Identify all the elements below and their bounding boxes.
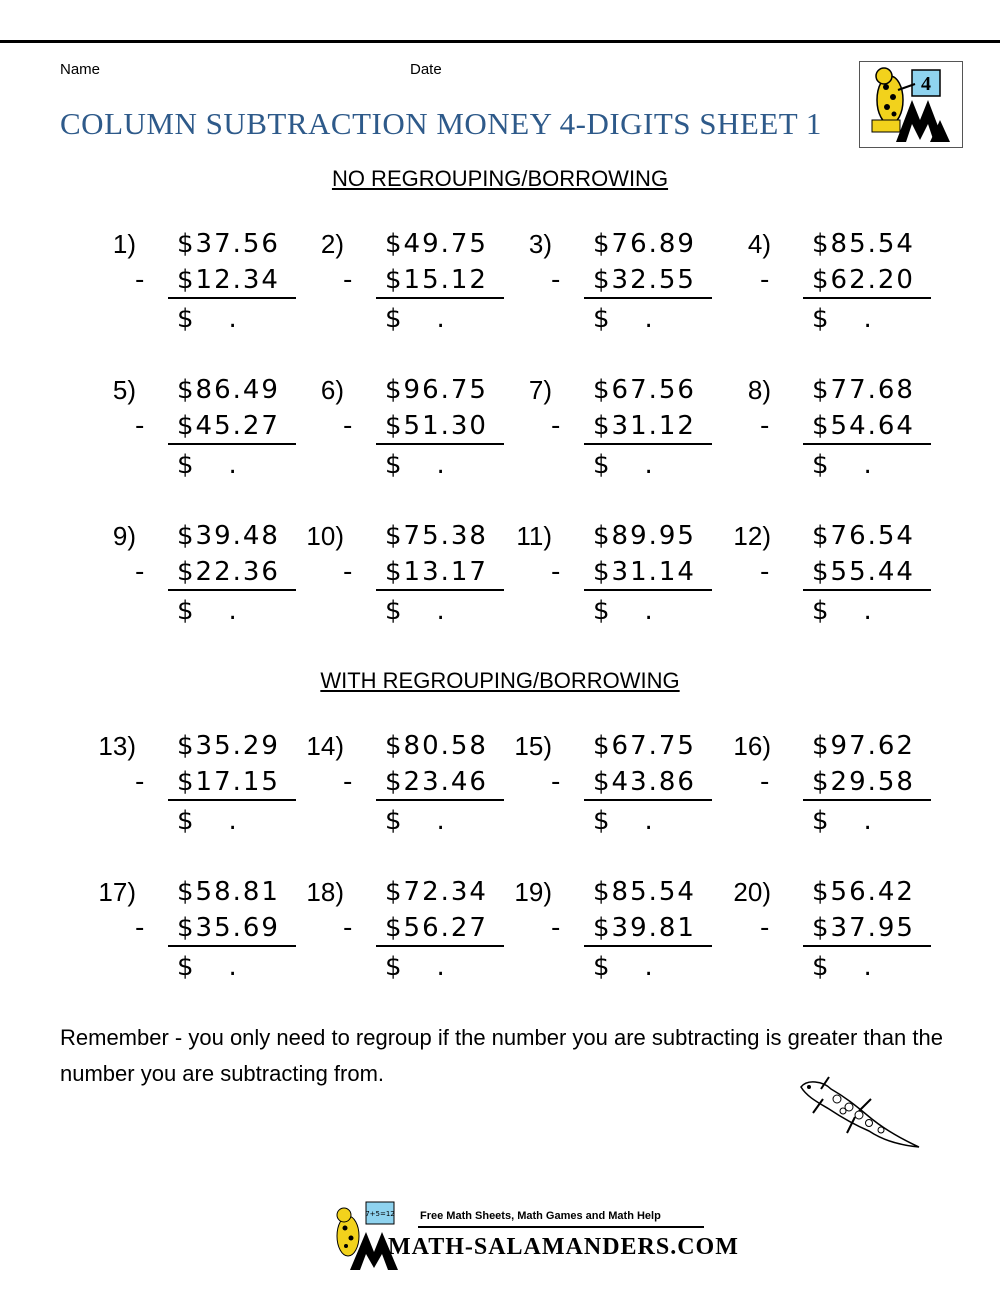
minus-sign: - — [760, 913, 770, 943]
answer-blank[interactable] — [812, 303, 872, 335]
answer-dollar: $ — [812, 304, 829, 334]
minuend: $77.68 — [812, 375, 915, 405]
subtrahend: $55.44 — [812, 557, 915, 587]
top-rule — [0, 40, 1000, 43]
problem-number: 4) — [747, 229, 771, 259]
answer-dollar: $ — [812, 596, 829, 626]
problem-number: 20) — [733, 877, 771, 907]
answer-point: . — [644, 596, 653, 626]
answer-dollar: $ — [177, 450, 194, 480]
answer-point: . — [436, 596, 445, 626]
answer-dollar: $ — [177, 304, 194, 334]
salamander-teacher-icon — [860, 62, 962, 147]
subtrahend: $51.30 — [385, 411, 488, 441]
salamander-icon — [793, 1075, 923, 1155]
answer-dollar: $ — [593, 304, 610, 334]
date-label: Date — [410, 61, 442, 78]
answer-point: . — [228, 806, 237, 836]
minus-sign: - — [760, 411, 770, 441]
minuend: $37.56 — [177, 229, 280, 259]
problem-15 — [436, 730, 696, 840]
problem-number: 2) — [320, 229, 344, 259]
minus-sign: - — [343, 557, 353, 587]
minus-sign: - — [760, 265, 770, 295]
minuend: $76.54 — [812, 521, 915, 551]
minus-sign: - — [135, 557, 145, 587]
answer-point: . — [644, 806, 653, 836]
subtrahend: $45.27 — [177, 411, 280, 441]
footer-tagline: Free Math Sheets, Math Games and Math Help — [420, 1210, 661, 1222]
footer-logo — [326, 1200, 739, 1272]
grade-number: 4 — [921, 73, 931, 95]
answer-point: . — [436, 952, 445, 982]
answer-dollar: $ — [593, 806, 610, 836]
problem-number: 10) — [306, 521, 344, 551]
minus-sign: - — [343, 913, 353, 943]
problem-number: 3) — [528, 229, 552, 259]
answer-dollar: $ — [812, 952, 829, 982]
minus-sign: - — [760, 557, 770, 587]
answer-blank[interactable] — [593, 951, 653, 983]
minus-sign: - — [343, 767, 353, 797]
subtrahend: $22.36 — [177, 557, 280, 587]
subtrahend: $23.46 — [385, 767, 488, 797]
problem-19 — [436, 876, 696, 986]
answer-point: . — [863, 450, 872, 480]
answer-dollar: $ — [812, 806, 829, 836]
subtrahend: $13.17 — [385, 557, 488, 587]
answer-blank[interactable] — [812, 951, 872, 983]
problem-18 — [228, 876, 488, 986]
problem-16 — [655, 730, 915, 840]
problem-14 — [228, 730, 488, 840]
problem-number: 9) — [112, 521, 136, 551]
section-heading-with-regrouping: WITH REGROUPING/BORROWING — [320, 668, 680, 693]
answer-line — [803, 297, 931, 299]
problem-17 — [20, 876, 280, 986]
minuend: $89.95 — [593, 521, 696, 551]
answer-point: . — [228, 952, 237, 982]
answer-point: . — [644, 450, 653, 480]
subtrahend: $62.20 — [812, 265, 915, 295]
subtrahend: $35.69 — [177, 913, 280, 943]
subtrahend: $54.64 — [812, 411, 915, 441]
minuend: $86.49 — [177, 375, 280, 405]
answer-line — [803, 589, 931, 591]
problem-number: 12) — [733, 521, 771, 551]
answer-dollar: $ — [593, 952, 610, 982]
problem-number: 1) — [112, 229, 136, 259]
answer-dollar: $ — [177, 806, 194, 836]
minus-sign: - — [551, 913, 561, 943]
subtrahend: $12.34 — [177, 265, 280, 295]
subtrahend: $29.58 — [812, 767, 915, 797]
answer-dollar: $ — [385, 450, 402, 480]
minus-sign: - — [343, 411, 353, 441]
subtrahend: $15.12 — [385, 265, 488, 295]
answer-dollar: $ — [385, 952, 402, 982]
answer-point: . — [228, 596, 237, 626]
answer-dollar: $ — [385, 806, 402, 836]
answer-blank[interactable] — [593, 595, 653, 627]
minuend: $96.75 — [385, 375, 488, 405]
minuend: $75.38 — [385, 521, 488, 551]
problem-number: 18) — [306, 877, 344, 907]
answer-dollar: $ — [177, 596, 194, 626]
problem-7 — [436, 374, 696, 484]
minuend: $56.42 — [812, 877, 915, 907]
minus-sign: - — [551, 557, 561, 587]
regroup-reminder: Remember - you only need to regroup if the number you are subtracting is greater than the number you are subtracting from. — [60, 1025, 943, 1086]
answer-blank[interactable] — [593, 303, 653, 335]
footer-divider — [418, 1226, 704, 1228]
problem-6 — [228, 374, 488, 484]
answer-point: . — [436, 806, 445, 836]
answer-dollar: $ — [812, 450, 829, 480]
answer-line — [803, 443, 931, 445]
problem-number: 15) — [514, 731, 552, 761]
problem-9 — [20, 520, 280, 630]
minuend: $67.75 — [593, 731, 696, 761]
problem-number: 19) — [514, 877, 552, 907]
answer-point: . — [228, 304, 237, 334]
problem-number: 13) — [98, 731, 136, 761]
answer-line — [803, 799, 931, 801]
answer-dollar: $ — [593, 450, 610, 480]
minuend: $97.62 — [812, 731, 915, 761]
answer-dollar: $ — [177, 952, 194, 982]
subtrahend: $39.81 — [593, 913, 696, 943]
minuend: $58.81 — [177, 877, 280, 907]
minuend: $39.48 — [177, 521, 280, 551]
problem-number: 16) — [733, 731, 771, 761]
problem-2 — [228, 228, 488, 338]
minuend: $35.29 — [177, 731, 280, 761]
subtrahend: $32.55 — [593, 265, 696, 295]
minuend: $67.56 — [593, 375, 696, 405]
subtrahend: $17.15 — [177, 767, 280, 797]
answer-line — [803, 945, 931, 947]
answer-point: . — [228, 450, 237, 480]
answer-point: . — [644, 952, 653, 982]
answer-blank[interactable] — [593, 449, 653, 481]
minus-sign: - — [760, 767, 770, 797]
minus-sign: - — [135, 265, 145, 295]
page-title: COLUMN SUBTRACTION MONEY 4-DIGITS SHEET 1 — [60, 106, 822, 141]
footer-logo-sum: 7+5=12 — [365, 1210, 395, 1218]
answer-blank[interactable] — [812, 449, 872, 481]
subtrahend: $37.95 — [812, 913, 915, 943]
problem-number: 6) — [320, 375, 344, 405]
answer-point: . — [436, 304, 445, 334]
answer-point: . — [863, 304, 872, 334]
minus-sign: - — [135, 913, 145, 943]
minuend: $80.58 — [385, 731, 488, 761]
problem-1 — [20, 228, 280, 338]
answer-point: . — [436, 450, 445, 480]
answer-point: . — [863, 952, 872, 982]
subtrahend: $31.12 — [593, 411, 696, 441]
problem-number: 7) — [528, 375, 552, 405]
minuend: $85.54 — [593, 877, 696, 907]
problem-13 — [20, 730, 280, 840]
subtrahend: $31.14 — [593, 557, 696, 587]
minuend: $49.75 — [385, 229, 488, 259]
problem-8 — [655, 374, 915, 484]
problem-number: 11) — [516, 521, 552, 551]
problem-number: 17) — [98, 877, 136, 907]
name-label: Name — [60, 61, 101, 78]
problem-11 — [436, 520, 696, 630]
answer-blank[interactable] — [812, 595, 872, 627]
problem-4 — [655, 228, 915, 338]
problem-number: 5) — [112, 375, 136, 405]
answer-blank[interactable] — [812, 805, 872, 837]
problem-12 — [655, 520, 915, 630]
problem-number: 8) — [747, 375, 771, 405]
minuend: $85.54 — [812, 229, 915, 259]
minus-sign: - — [551, 767, 561, 797]
answer-blank[interactable] — [593, 805, 653, 837]
minus-sign: - — [551, 265, 561, 295]
problem-20 — [655, 876, 915, 986]
answer-point: . — [644, 304, 653, 334]
minuend: $72.34 — [385, 877, 488, 907]
problem-number: 14) — [306, 731, 344, 761]
answer-point: . — [863, 596, 872, 626]
answer-point: . — [863, 806, 872, 836]
answer-dollar: $ — [385, 596, 402, 626]
minus-sign: - — [343, 265, 353, 295]
problem-10 — [228, 520, 488, 630]
section-heading-no-regrouping: NO REGROUPING/BORROWING — [331, 166, 669, 191]
answer-dollar: $ — [593, 596, 610, 626]
problem-3 — [436, 228, 696, 338]
problem-5 — [20, 374, 280, 484]
answer-dollar: $ — [385, 304, 402, 334]
subtrahend: $56.27 — [385, 913, 488, 943]
minus-sign: - — [135, 767, 145, 797]
minus-sign: - — [551, 411, 561, 441]
minus-sign: - — [135, 411, 145, 441]
subtrahend: $43.86 — [593, 767, 696, 797]
grade-logo — [859, 61, 963, 148]
footer-site-name: MATH-SALAMANDERS.COM — [388, 1234, 739, 1260]
minuend: $76.89 — [593, 229, 696, 259]
